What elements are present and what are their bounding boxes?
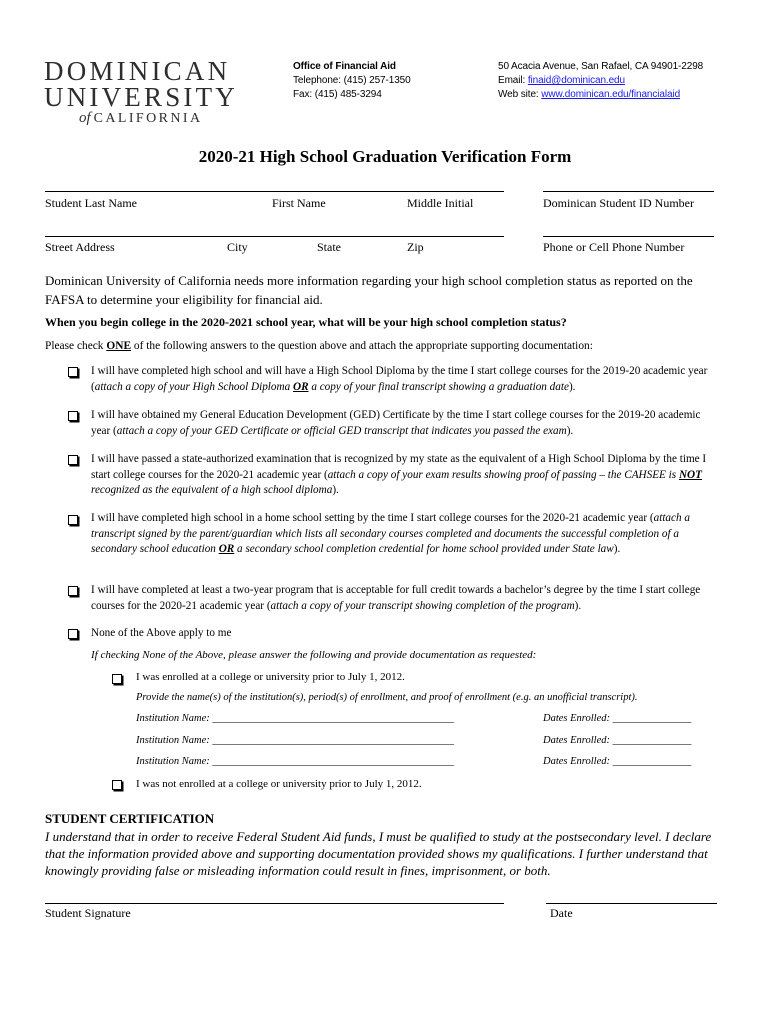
date-line[interactable] — [546, 903, 717, 904]
middle-initial-label: Middle Initial — [407, 196, 474, 210]
dates-enrolled-field-1[interactable]: Dates Enrolled: _______________ — [543, 713, 692, 724]
last-name-label: Student Last Name — [45, 196, 137, 210]
email-link[interactable]: finaid@dominican.edu — [527, 75, 625, 86]
date-label: Date — [550, 906, 573, 920]
phone-line[interactable] — [543, 236, 714, 237]
first-name-label: First Name — [272, 196, 326, 210]
street-label: Street Address — [45, 240, 115, 254]
website-line: Web site: www.dominican.edu/financialaid — [498, 89, 681, 100]
check-instruction: Please check ONE of the following answers to the question above and attach the appropriate supporting documentation: — [45, 340, 593, 352]
provide-instruction: Provide the name(s) of the institution(s), period(s) of enrollment, and proof of enrollment (e.g. an unofficial transcript). — [136, 692, 638, 703]
logo-line-dominican: DOMINICAN — [44, 56, 231, 86]
option-4-text: I will have completed high school in a home school setting by the time I start college courses for the 2020-21 academic year (attach a transcript signed by the parent/guardian which lists all secondary courses completed and documents the successful completion of a secondary school education OR a secondary school completion credential for home school provided under State law). — [91, 512, 690, 555]
option-1-text: I will have completed high school and will have a High School Diploma by the time I start college courses for the 2019-20 academic year (attach a copy of your High School Diploma OR a copy of your final transcript showing a graduation date). — [91, 365, 708, 393]
option-2-checkbox[interactable] — [68, 411, 78, 421]
zip-label: Zip — [407, 240, 424, 254]
state-label: State — [317, 240, 341, 254]
option-5-checkbox[interactable] — [68, 586, 78, 596]
option-3-checkbox[interactable] — [68, 455, 78, 465]
university-logo — [44, 56, 238, 127]
logo-line-california: of CALIFORNIA — [79, 110, 203, 126]
not-enrolled-checkbox[interactable] — [112, 780, 122, 790]
dates-enrolled-field-2[interactable]: Dates Enrolled: _______________ — [543, 735, 692, 746]
student-id-line[interactable] — [543, 191, 714, 192]
signature-line[interactable] — [45, 903, 504, 904]
phone-label: Phone or Cell Phone Number — [543, 240, 685, 254]
signature-label: Student Signature — [45, 906, 131, 920]
office-name: Office of Financial Aid — [293, 61, 396, 72]
institution-name-field-3[interactable]: Institution Name: ______________________________________________ — [136, 756, 454, 767]
completion-question: When you begin college in the 2020-2021 school year, what will be your high school completion status? — [45, 315, 567, 329]
option-3-text: I will have passed a state-authorized examination that is recognized by my state as the equivalent of a High School Diploma by the time I start college courses for the 2020-21 academic year (attach a copy of your exam results showing proof of passing – the CAHSEE is NOT recognized as the equivalent of a high school diploma). — [91, 453, 707, 496]
not-enrolled-text: I was not enrolled at a college or university prior to July 1, 2012. — [136, 778, 422, 790]
student-id-label: Dominican Student ID Number — [543, 196, 694, 210]
office-fax: Fax: (415) 485-3294 — [293, 89, 382, 100]
office-address — [498, 60, 703, 102]
none-instruction: If checking None of the Above, please answer the following and provide documentation as requested: — [91, 649, 537, 661]
email-line: Email: finaid@dominican.edu — [498, 75, 625, 86]
enrolled-text: I was enrolled at a college or university prior to July 1, 2012. — [136, 671, 405, 683]
address-line[interactable] — [45, 236, 504, 237]
institution-name-field-2[interactable]: Institution Name: ______________________________________________ — [136, 735, 454, 746]
name-line[interactable] — [45, 191, 504, 192]
office-contact — [293, 60, 411, 102]
option-4-checkbox[interactable] — [68, 515, 78, 525]
certification-text: I understand that in order to receive Federal Student Aid funds, I must be qualified to study at the postsecondary level. I declare that the information provided above and supporting documentation provided shows my qualifications. I further understand that knowingly providing false or misleading information could result in fines, imprisonment, or both. — [45, 829, 712, 878]
website-link[interactable]: www.dominican.edu/financialaid — [541, 89, 681, 100]
option-6-checkbox[interactable] — [68, 629, 78, 639]
certification-heading: STUDENT CERTIFICATION — [45, 811, 215, 826]
option-1-checkbox[interactable] — [68, 367, 78, 377]
logo-line-university: UNIVERSITY — [44, 82, 238, 112]
street-address: 50 Acacia Avenue, San Rafael, CA 94901-2298 — [498, 61, 704, 72]
dates-enrolled-field-3[interactable]: Dates Enrolled: _______________ — [543, 756, 692, 767]
option-5-text: I will have completed at least a two-year program that is acceptable for full credit towards a bachelor’s degree by the time I start college courses for the 2020-21 academic year (attach a copy of your transcript showing completion of the program). — [91, 584, 701, 612]
city-label: City — [227, 240, 248, 254]
option-2-text: I will have obtained my General Education Development (GED) Certificate by the time I start college courses for the 2019-20 academic year (attach a copy of your GED Certificate or official GED transcript that indicates you passed the exam). — [91, 409, 701, 437]
enrolled-checkbox[interactable] — [112, 674, 122, 684]
intro-paragraph: Dominican University of California needs more information regarding your high school completion status as reported on the FAFSA to determine your eligibility for financial aid. — [45, 273, 693, 307]
option-6-text: None of the Above apply to me — [91, 627, 232, 639]
form-title: 2020-21 High School Graduation Verification Form — [198, 147, 572, 166]
institution-name-field-1[interactable]: Institution Name: ______________________________________________ — [136, 713, 454, 724]
office-telephone: Telephone: (415) 257-1350 — [293, 75, 411, 86]
